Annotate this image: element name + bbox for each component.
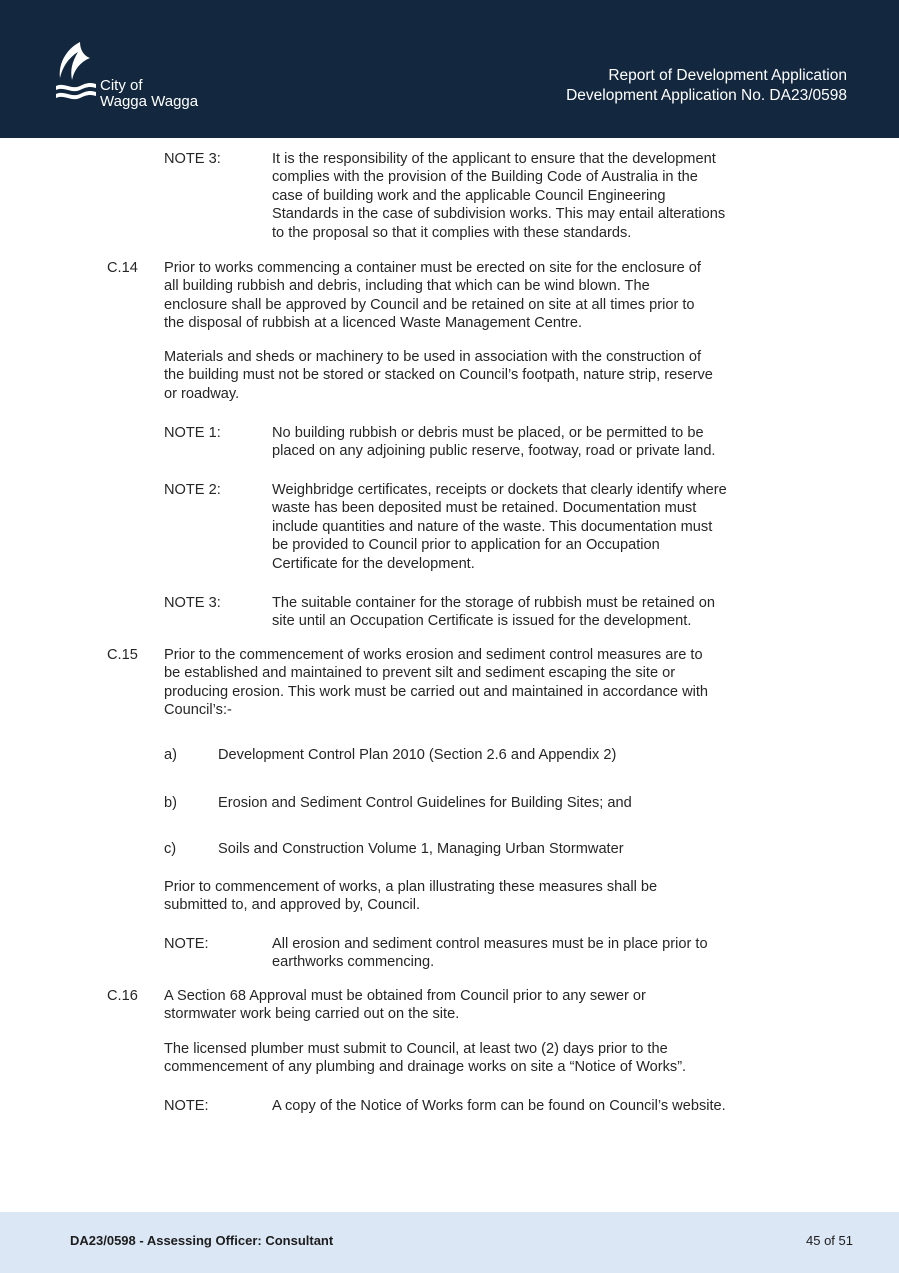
text-line: stormwater work being carried out on the site. (164, 1006, 460, 1023)
text-line: complies with the provision of the Building Code of Australia in the (272, 169, 698, 186)
text-line: case of building work and the applicable Council Engineering (272, 187, 666, 204)
text-line: Prior to the commencement of works erosion and sediment control measures are to (164, 647, 703, 663)
condition-number: C.14 (107, 260, 138, 276)
text-line: placed on any adjoining public reserve, footway, road or private land. (272, 443, 716, 460)
text-line: enclosure shall be approved by Council and be retained on site at all times prior to (164, 296, 695, 313)
list-item-label: a) (164, 747, 177, 763)
text-line: The suitable container for the storage of rubbish must be retained on (272, 595, 715, 611)
report-title-line-1: Report of Development Application (608, 67, 847, 84)
list-item-text: Development Control Plan 2010 (Section 2.6 and Appendix 2) (218, 747, 617, 763)
page-footer (0, 1212, 899, 1273)
footer-reference: DA23/0598 - Assessing Officer: Consultant (70, 1233, 334, 1248)
condition-paragraph (164, 1040, 804, 1077)
note-text (272, 935, 802, 972)
note-label: NOTE 3: (164, 151, 221, 167)
text-line: Weighbridge certificates, receipts or dockets that clearly identify where (272, 482, 727, 498)
logo-line-2: Wagga Wagga (100, 93, 199, 110)
text-line: Certificate for the development. (272, 555, 475, 572)
text-line: Prior to works commencing a container must be erected on site for the enclosure of (164, 260, 701, 276)
text-line: include quantities and nature of the waste. This documentation must (272, 518, 713, 535)
note-text (272, 594, 802, 631)
text-line: No building rubbish or debris must be placed, or be permitted to be (272, 425, 704, 441)
text-line: earthworks commencing. (272, 954, 435, 971)
list-item-text: Erosion and Sediment Control Guidelines for Building Sites; and (218, 795, 632, 811)
list-item-label: b) (164, 795, 177, 811)
text-line: A Section 68 Approval must be obtained from Council prior to any sewer or (164, 988, 646, 1004)
note-label: NOTE: (164, 1098, 209, 1114)
text-line: submitted to, and approved by, Council. (164, 897, 421, 914)
text-line: waste has been deposited must be retained. Documentation must (272, 500, 697, 517)
note-label: NOTE 2: (164, 482, 221, 498)
note-label: NOTE 3: (164, 595, 221, 611)
note-text (272, 150, 802, 242)
text-line: Materials and sheds or machinery to be used in association with the construction of (164, 349, 702, 365)
list-item-text: Soils and Construction Volume 1, Managing Urban Stormwater (218, 841, 624, 857)
text-line: site until an Occupation Certificate is issued for the development. (272, 613, 692, 630)
text-line: to the proposal so that it complies with these standards. (272, 224, 632, 241)
text-line: or roadway. (164, 385, 240, 402)
text-line: be provided to Council prior to application for an Occupation (272, 537, 660, 554)
note-text (272, 424, 802, 461)
text-line: the disposal of rubbish at a licenced Waste Management Centre. (164, 315, 583, 332)
text-line: Standards in the case of subdivision works. This may entail alterations (272, 206, 726, 223)
note-label: NOTE 1: (164, 425, 221, 441)
logo-line-1: City of (100, 77, 143, 94)
condition-paragraph (164, 646, 804, 720)
list-item-label: c) (164, 841, 177, 857)
text-line: commencement of any plumbing and drainage works on site a “Notice of Works”. (164, 1059, 687, 1076)
condition-paragraph (164, 878, 804, 915)
condition-paragraph (164, 348, 804, 403)
text-line: producing erosion. This work must be carried out and maintained in accordance with (164, 683, 709, 700)
report-title (566, 66, 847, 106)
report-title-line-2: Development Application No. DA23/0598 (566, 87, 847, 104)
note-text (272, 1097, 802, 1115)
page-header (0, 0, 899, 138)
text-line: A copy of the Notice of Works form can be found on Council’s website. (272, 1098, 726, 1114)
text-line: It is the responsibility of the applicant to ensure that the development (272, 151, 716, 167)
text-line: All erosion and sediment control measures must be in place prior to (272, 936, 708, 952)
text-line: the building must not be stored or stacked on Council’s footpath, nature strip, reserve (164, 367, 713, 384)
condition-paragraph (164, 259, 804, 333)
council-logo (50, 38, 220, 118)
logo-wordmark (100, 78, 198, 110)
condition-number: C.16 (107, 988, 138, 1004)
condition-number: C.15 (107, 647, 138, 663)
text-line: all building rubbish and debris, including that which can be wind blown. The (164, 278, 650, 295)
note-label: NOTE: (164, 936, 209, 952)
text-line: be established and maintained to prevent silt and sediment escaping the site or (164, 665, 676, 682)
text-line: Council’s:- (164, 702, 232, 719)
wagga-crest-icon (50, 38, 100, 108)
note-text (272, 481, 802, 573)
page-number: 45 of 51 (806, 1233, 853, 1248)
condition-paragraph (164, 987, 804, 1024)
text-line: Prior to commencement of works, a plan illustrating these measures shall be (164, 879, 658, 895)
text-line: The licensed plumber must submit to Council, at least two (2) days prior to the (164, 1041, 668, 1057)
